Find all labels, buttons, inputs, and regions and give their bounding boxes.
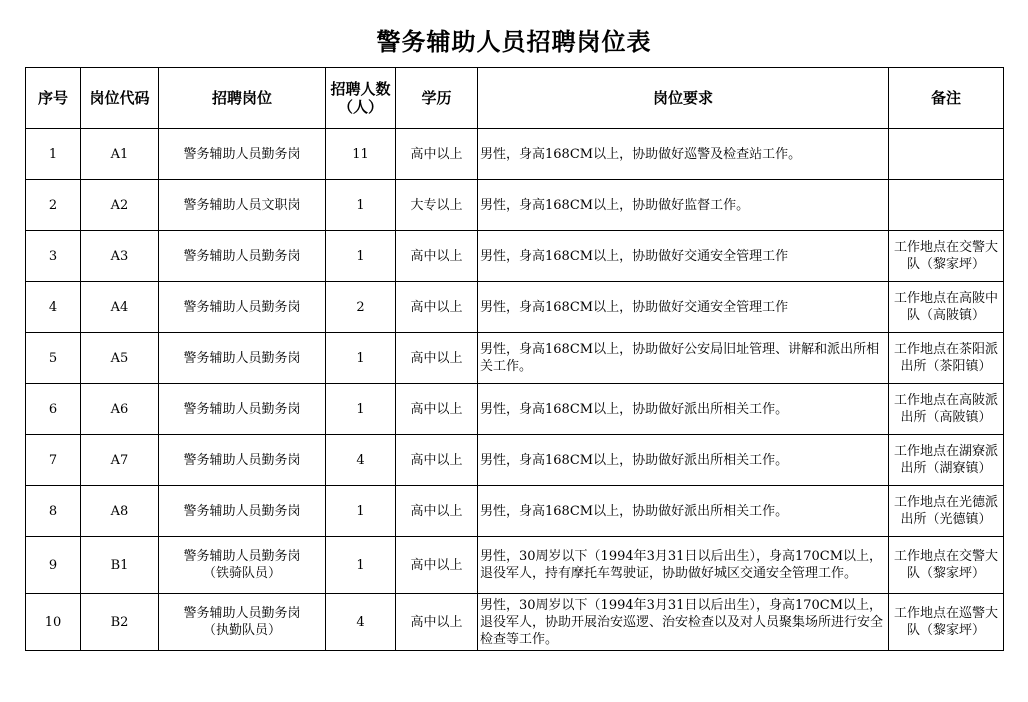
cell-notes — [889, 129, 1004, 180]
header-requirements: 岗位要求 — [478, 68, 889, 129]
cell-count: 4 — [326, 594, 396, 651]
cell-requirements: 男性，身高168CM以上，协助做好交通安全管理工作 — [478, 282, 889, 333]
cell-education: 高中以上 — [396, 333, 478, 384]
table-header-row — [26, 68, 1004, 129]
cell-notes: 工作地点在高陂派出所（高陂镇） — [889, 384, 1004, 435]
cell-index: 4 — [26, 282, 81, 333]
cell-requirements: 男性，身高168CM以上，协助做好监督工作。 — [478, 180, 889, 231]
cell-position — [159, 180, 326, 231]
cell-count: 2 — [326, 282, 396, 333]
cell-index: 10 — [26, 594, 81, 651]
cell-requirements: 男性，身高168CM以上，协助做好派出所相关工作。 — [478, 384, 889, 435]
cell-code: A1 — [81, 129, 159, 180]
cell-requirements: 男性，身高168CM以上，协助做好交通安全管理工作 — [478, 231, 889, 282]
cell-notes: 工作地点在湖寮派出所（湖寮镇） — [889, 435, 1004, 486]
cell-requirements: 男性，30周岁以下（1994年3月31日以后出生），身高170CM以上，退役军人，持有摩托车驾驶证，协助做好城区交通安全管理工作。 — [478, 537, 889, 594]
cell-count: 11 — [326, 129, 396, 180]
cell-count: 1 — [326, 486, 396, 537]
cell-index: 5 — [26, 333, 81, 384]
cell-position — [159, 435, 326, 486]
header-notes: 备注 — [889, 68, 1004, 129]
cell-code: A7 — [81, 435, 159, 486]
cell-position — [159, 384, 326, 435]
cell-position — [159, 129, 326, 180]
cell-index: 1 — [26, 129, 81, 180]
position-name: 警务辅助人员勤务岗 — [183, 549, 301, 564]
cell-education: 高中以上 — [396, 537, 478, 594]
cell-notes — [889, 180, 1004, 231]
cell-notes: 工作地点在茶阳派出所（茶阳镇） — [889, 333, 1004, 384]
table-row — [26, 180, 1004, 231]
cell-code: B1 — [81, 537, 159, 594]
cell-position — [159, 333, 326, 384]
header-position: 招聘岗位 — [159, 68, 326, 129]
cell-code: A3 — [81, 231, 159, 282]
cell-count: 1 — [326, 333, 396, 384]
cell-position — [159, 537, 326, 594]
cell-count: 1 — [326, 180, 396, 231]
recruitment-table — [25, 67, 1004, 651]
cell-code: A6 — [81, 384, 159, 435]
cell-notes: 工作地点在巡警大队（黎家坪） — [889, 594, 1004, 651]
page-title: 警务辅助人员招聘岗位表 — [376, 28, 652, 56]
cell-code: B2 — [81, 594, 159, 651]
position-name: 警务辅助人员勤务岗 — [183, 401, 301, 417]
table-row — [26, 129, 1004, 180]
cell-index: 8 — [26, 486, 81, 537]
cell-index: 9 — [26, 537, 81, 594]
position-name: 警务辅助人员勤务岗 — [183, 503, 301, 519]
cell-notes: 工作地点在交警大队（黎家坪） — [889, 231, 1004, 282]
position-name: 警务辅助人员勤务岗 — [183, 452, 301, 468]
table-row — [26, 594, 1004, 651]
cell-code: A8 — [81, 486, 159, 537]
cell-position — [159, 282, 326, 333]
cell-education: 高中以上 — [396, 594, 478, 651]
table-row — [26, 333, 1004, 384]
cell-notes: 工作地点在高陂中队（高陂镇） — [889, 282, 1004, 333]
cell-code: A4 — [81, 282, 159, 333]
table-row — [26, 384, 1004, 435]
cell-requirements: 男性，身高168CM以上，协助做好巡警及检查站工作。 — [478, 129, 889, 180]
position-name: 警务辅助人员勤务岗 — [183, 146, 301, 162]
position-sub: （执勤队员） — [202, 623, 281, 638]
cell-count: 1 — [326, 537, 396, 594]
cell-education: 大专以上 — [396, 180, 478, 231]
header-index: 序号 — [26, 68, 81, 129]
position-name: 警务辅助人员勤务岗 — [183, 606, 301, 621]
table-row — [26, 231, 1004, 282]
cell-requirements: 男性，身高168CM以上，协助做好派出所相关工作。 — [478, 435, 889, 486]
cell-education: 高中以上 — [396, 486, 478, 537]
position-name: 警务辅助人员文职岗 — [183, 197, 301, 213]
cell-education: 高中以上 — [396, 129, 478, 180]
cell-education: 高中以上 — [396, 435, 478, 486]
cell-index: 2 — [26, 180, 81, 231]
position-name: 警务辅助人员勤务岗 — [183, 350, 301, 366]
position-name: 警务辅助人员勤务岗 — [183, 299, 301, 315]
cell-index: 3 — [26, 231, 81, 282]
table-row — [26, 537, 1004, 594]
table-row — [26, 486, 1004, 537]
cell-count: 4 — [326, 435, 396, 486]
cell-notes: 工作地点在交警大队（黎家坪） — [889, 537, 1004, 594]
cell-notes: 工作地点在光德派出所（光德镇） — [889, 486, 1004, 537]
cell-count: 1 — [326, 384, 396, 435]
cell-count: 1 — [326, 231, 396, 282]
header-count: 招聘人数（人） — [326, 68, 396, 129]
table-row — [26, 435, 1004, 486]
cell-code: A2 — [81, 180, 159, 231]
cell-education: 高中以上 — [396, 384, 478, 435]
cell-position — [159, 594, 326, 651]
cell-requirements: 男性，身高168CM以上，协助做好公安局旧址管理、讲解和派出所相关工作。 — [478, 333, 889, 384]
cell-index: 7 — [26, 435, 81, 486]
cell-code: A5 — [81, 333, 159, 384]
cell-position — [159, 486, 326, 537]
position-name: 警务辅助人员勤务岗 — [183, 248, 301, 264]
header-code: 岗位代码 — [81, 68, 159, 129]
table-row — [26, 282, 1004, 333]
cell-requirements: 男性，30周岁以下（1994年3月31日以后出生），身高170CM以上，退役军人，协助开展治安巡逻、治安检查以及对人员聚集场所进行安全检查等工作。 — [478, 594, 889, 651]
cell-education: 高中以上 — [396, 282, 478, 333]
position-sub: （铁骑队员） — [202, 566, 281, 581]
cell-position — [159, 231, 326, 282]
header-education: 学历 — [396, 68, 478, 129]
cell-education: 高中以上 — [396, 231, 478, 282]
cell-index: 6 — [26, 384, 81, 435]
cell-requirements: 男性，身高168CM以上，协助做好派出所相关工作。 — [478, 486, 889, 537]
